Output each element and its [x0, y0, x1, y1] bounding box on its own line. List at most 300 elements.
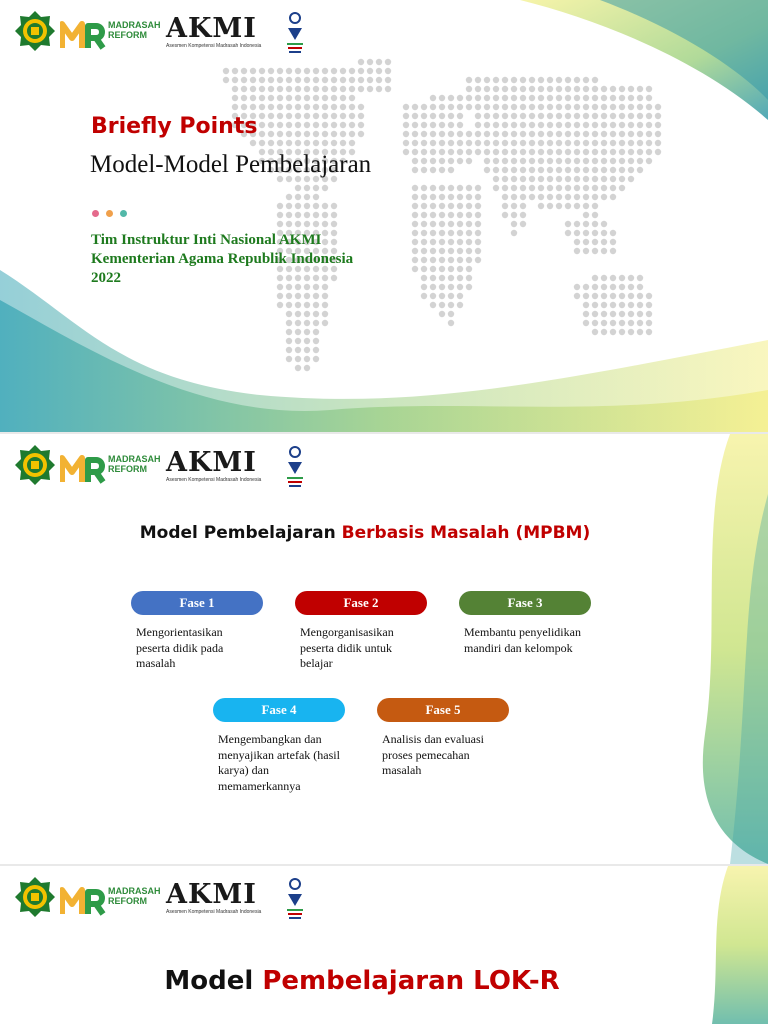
map-dot: [592, 302, 598, 308]
map-dot: [583, 230, 589, 236]
map-dot: [457, 248, 463, 254]
map-dot: [565, 167, 571, 173]
akmi-logo: [166, 448, 274, 488]
map-dot: [304, 356, 310, 362]
map-dot: [547, 149, 553, 155]
world-map-dots: [195, 58, 675, 378]
map-dot: [268, 68, 274, 74]
map-dot: [574, 104, 580, 110]
map-dot: [358, 68, 364, 74]
map-dot: [457, 104, 463, 110]
map-dot: [322, 302, 328, 308]
map-dot: [538, 86, 544, 92]
map-dot: [448, 149, 454, 155]
map-dot: [565, 230, 571, 236]
map-dot: [484, 95, 490, 101]
map-dot: [583, 203, 589, 209]
map-dot: [439, 185, 445, 191]
map-dot: [601, 239, 607, 245]
map-dot: [601, 86, 607, 92]
map-dot: [439, 131, 445, 137]
map-dot: [538, 167, 544, 173]
map-dot: [412, 248, 418, 254]
map-dot: [403, 122, 409, 128]
map-dot: [439, 113, 445, 119]
map-dot: [259, 95, 265, 101]
map-dot: [646, 95, 652, 101]
map-dot: [304, 77, 310, 83]
map-dot: [574, 77, 580, 83]
map-dot: [259, 113, 265, 119]
map-dot: [628, 140, 634, 146]
mpbm-heading: [0, 523, 730, 543]
map-dot: [286, 338, 292, 344]
map-dot: [304, 293, 310, 299]
map-dot: [628, 176, 634, 182]
map-dot: [466, 131, 472, 137]
map-dot: [556, 122, 562, 128]
map-dot: [592, 284, 598, 290]
map-dot: [583, 149, 589, 155]
map-dot: [538, 158, 544, 164]
map-dot: [475, 230, 481, 236]
map-dot: [232, 86, 238, 92]
map-dot: [655, 131, 661, 137]
map-dot: [601, 185, 607, 191]
map-dot: [277, 203, 283, 209]
mr-mark-icon: [60, 18, 106, 52]
map-dot: [502, 158, 508, 164]
map-dot: [448, 311, 454, 317]
map-dot: [529, 122, 535, 128]
map-dot: [331, 68, 337, 74]
map-dot: [349, 68, 355, 74]
map-dot: [547, 95, 553, 101]
map-dot: [583, 86, 589, 92]
map-dot: [358, 86, 364, 92]
map-dot: [484, 149, 490, 155]
map-dot: [646, 86, 652, 92]
map-dot: [331, 140, 337, 146]
map-dot: [592, 77, 598, 83]
map-dot: [475, 248, 481, 254]
map-dot: [403, 140, 409, 146]
map-dot: [430, 257, 436, 263]
map-dot: [511, 158, 517, 164]
map-dot: [430, 266, 436, 272]
map-dot: [421, 257, 427, 263]
map-dot: [565, 140, 571, 146]
map-dot: [520, 95, 526, 101]
map-dot: [502, 194, 508, 200]
map-dot: [520, 131, 526, 137]
map-dot: [448, 158, 454, 164]
mr-line2: REFORM: [108, 464, 147, 474]
map-dot: [313, 104, 319, 110]
map-dot: [583, 77, 589, 83]
map-dot: [547, 203, 553, 209]
map-dot: [412, 122, 418, 128]
map-dot: [304, 221, 310, 227]
map-dot: [322, 320, 328, 326]
map-dot: [430, 239, 436, 245]
map-dot: [610, 302, 616, 308]
map-dot: [466, 266, 472, 272]
slide-title: [0, 0, 768, 432]
map-dot: [412, 167, 418, 173]
map-dot: [421, 122, 427, 128]
team-line-1: Tim Instruktur Inti Nasional AKMI: [91, 232, 322, 248]
map-dot: [241, 104, 247, 110]
map-dot: [637, 293, 643, 299]
map-dot: [313, 131, 319, 137]
map-dot: [223, 68, 229, 74]
map-dot: [529, 86, 535, 92]
map-dot: [547, 194, 553, 200]
map-dot: [313, 113, 319, 119]
map-dot: [448, 293, 454, 299]
map-dot: [331, 212, 337, 218]
map-dot: [592, 230, 598, 236]
map-dot: [286, 122, 292, 128]
map-dot: [448, 230, 454, 236]
map-dot: [583, 212, 589, 218]
map-dot: [574, 140, 580, 146]
map-dot: [421, 140, 427, 146]
map-dot: [250, 140, 256, 146]
map-dot: [268, 86, 274, 92]
map-dot: [475, 140, 481, 146]
map-dot: [547, 104, 553, 110]
phase-5-description: Analisis dan evaluasi proses pemecahan masalah: [382, 732, 484, 777]
map-dot: [565, 185, 571, 191]
map-dot: [295, 194, 301, 200]
map-dot: [313, 194, 319, 200]
map-dot: [628, 167, 634, 173]
map-dot: [565, 122, 571, 128]
map-dot: [448, 122, 454, 128]
map-dot: [601, 248, 607, 254]
map-dot: [448, 275, 454, 281]
map-dot: [646, 113, 652, 119]
map-dot: [403, 113, 409, 119]
dot-orange: [106, 210, 113, 217]
map-dot: [637, 122, 643, 128]
map-dot: [439, 257, 445, 263]
map-dot: [358, 131, 364, 137]
map-dot: [448, 140, 454, 146]
map-dot: [448, 248, 454, 254]
map-dot: [574, 284, 580, 290]
map-dot: [313, 140, 319, 146]
map-dot: [349, 77, 355, 83]
map-dot: [286, 302, 292, 308]
map-dot: [457, 158, 463, 164]
map-dot: [574, 149, 580, 155]
map-dot: [520, 185, 526, 191]
map-dot: [484, 113, 490, 119]
map-dot: [601, 320, 607, 326]
map-dot: [574, 248, 580, 254]
map-dot: [457, 185, 463, 191]
map-dot: [610, 149, 616, 155]
map-dot: [448, 221, 454, 227]
map-dot: [412, 239, 418, 245]
map-dot: [313, 95, 319, 101]
map-dot: [277, 221, 283, 227]
map-dot: [259, 68, 265, 74]
map-dot: [484, 77, 490, 83]
map-dot: [412, 203, 418, 209]
map-dot: [655, 140, 661, 146]
kemenag-logo-icon: [14, 10, 56, 52]
map-dot: [376, 59, 382, 65]
map-dot: [250, 95, 256, 101]
map-dot: [574, 167, 580, 173]
map-dot: [619, 149, 625, 155]
map-dot: [646, 158, 652, 164]
map-dot: [331, 95, 337, 101]
map-dot: [610, 113, 616, 119]
akmi-subtitle: Asesmen Kompetensi Madrasah Indonesia: [166, 477, 262, 483]
map-dot: [610, 311, 616, 317]
map-dot: [421, 203, 427, 209]
map-dot: [412, 185, 418, 191]
map-dot: [601, 302, 607, 308]
map-dot: [484, 122, 490, 128]
map-dot: [412, 257, 418, 263]
map-dot: [619, 275, 625, 281]
mpbm-heading-prefix: Model Pembelajaran: [139, 523, 342, 543]
map-dot: [259, 86, 265, 92]
map-dot: [565, 104, 571, 110]
map-dot: [439, 239, 445, 245]
map-dot: [610, 194, 616, 200]
map-dot: [556, 185, 562, 191]
map-dot: [430, 122, 436, 128]
map-dot: [637, 320, 643, 326]
map-dot: [475, 239, 481, 245]
map-dot: [493, 77, 499, 83]
map-dot: [295, 338, 301, 344]
map-dot: [628, 86, 634, 92]
map-dot: [448, 185, 454, 191]
map-dot: [277, 104, 283, 110]
map-dot: [556, 140, 562, 146]
map-dot: [592, 113, 598, 119]
map-dot: [385, 86, 391, 92]
map-dot: [349, 104, 355, 110]
map-dot: [574, 131, 580, 137]
phase-2-description: Mengorganisasikan peserta didik untuk belajar: [300, 625, 394, 670]
map-dot: [439, 149, 445, 155]
map-dot: [529, 176, 535, 182]
map-dot: [538, 176, 544, 182]
map-dot: [322, 212, 328, 218]
map-dot: [412, 158, 418, 164]
map-dot: [475, 212, 481, 218]
map-dot: [511, 185, 517, 191]
map-dot: [475, 221, 481, 227]
map-dot: [574, 293, 580, 299]
map-dot: [295, 347, 301, 353]
map-dot: [475, 185, 481, 191]
map-dot: [376, 86, 382, 92]
map-dot: [601, 311, 607, 317]
map-dot: [655, 122, 661, 128]
map-dot: [520, 149, 526, 155]
map-dot: [592, 320, 598, 326]
map-dot: [259, 140, 265, 146]
team-line-2: Kementerian Agama Republik Indonesia: [91, 251, 354, 267]
map-dot: [430, 284, 436, 290]
map-dot: [610, 248, 616, 254]
map-dot: [313, 212, 319, 218]
map-dot: [430, 185, 436, 191]
map-dot: [601, 122, 607, 128]
map-dot: [637, 284, 643, 290]
map-dot: [430, 95, 436, 101]
map-dot: [430, 248, 436, 254]
map-dot: [457, 131, 463, 137]
map-dot: [430, 158, 436, 164]
map-dot: [259, 104, 265, 110]
map-dot: [367, 77, 373, 83]
map-dot: [592, 275, 598, 281]
map-dot: [475, 77, 481, 83]
map-dot: [655, 149, 661, 155]
map-dot: [313, 86, 319, 92]
map-dot: [511, 230, 517, 236]
map-dot: [331, 131, 337, 137]
map-dot: [601, 230, 607, 236]
map-dot: [313, 347, 319, 353]
map-dot: [448, 212, 454, 218]
map-dot: [484, 167, 490, 173]
akmi-subtitle: Asesmen Kompetensi Madrasah Indonesia: [166, 43, 262, 49]
map-dot: [583, 140, 589, 146]
map-dot: [268, 122, 274, 128]
map-dot: [304, 338, 310, 344]
map-dot: [592, 140, 598, 146]
map-dot: [466, 248, 472, 254]
map-dot: [538, 140, 544, 146]
map-dot: [313, 329, 319, 335]
map-dot: [448, 284, 454, 290]
map-dot: [466, 158, 472, 164]
map-dot: [466, 194, 472, 200]
map-dot: [439, 275, 445, 281]
map-dot: [574, 221, 580, 227]
map-dot: [430, 302, 436, 308]
map-dot: [430, 131, 436, 137]
map-dot: [439, 122, 445, 128]
map-dot: [547, 86, 553, 92]
map-dot: [511, 140, 517, 146]
map-dot: [295, 113, 301, 119]
dot-teal: [120, 210, 127, 217]
map-dot: [358, 59, 364, 65]
map-dot: [430, 293, 436, 299]
map-dot: [430, 230, 436, 236]
map-dot: [628, 302, 634, 308]
map-dot: [259, 77, 265, 83]
map-dot: [619, 122, 625, 128]
map-dot: [457, 230, 463, 236]
map-dot: [475, 194, 481, 200]
map-dot: [610, 86, 616, 92]
map-dot: [592, 131, 598, 137]
map-dot: [268, 77, 274, 83]
map-dot: [430, 203, 436, 209]
map-dot: [421, 239, 427, 245]
map-dot: [574, 203, 580, 209]
map-dot: [421, 113, 427, 119]
map-dot: [295, 311, 301, 317]
map-dot: [610, 158, 616, 164]
map-dot: [646, 149, 652, 155]
map-dot: [565, 194, 571, 200]
map-dot: [304, 95, 310, 101]
map-dot: [628, 284, 634, 290]
map-dot: [592, 158, 598, 164]
map-dot: [601, 284, 607, 290]
map-dot: [646, 311, 652, 317]
map-dot: [610, 275, 616, 281]
map-dot: [529, 131, 535, 137]
map-dot: [304, 122, 310, 128]
map-dot: [457, 194, 463, 200]
map-dot: [610, 293, 616, 299]
map-dot: [583, 302, 589, 308]
map-dot: [466, 212, 472, 218]
map-dot: [466, 86, 472, 92]
map-dot: [601, 329, 607, 335]
map-dot: [565, 176, 571, 182]
akmi-wordmark: AKMI: [166, 879, 257, 910]
map-dot: [520, 212, 526, 218]
map-dot: [592, 248, 598, 254]
map-dot: [340, 68, 346, 74]
map-dot: [421, 158, 427, 164]
map-dot: [421, 266, 427, 272]
map-dot: [439, 104, 445, 110]
map-dot: [556, 86, 562, 92]
map-dot: [511, 77, 517, 83]
map-dot: [583, 176, 589, 182]
map-dot: [349, 140, 355, 146]
map-dot: [376, 68, 382, 74]
map-dot: [466, 257, 472, 263]
map-dot: [286, 320, 292, 326]
kemenag-logo-icon: [14, 876, 56, 918]
map-dot: [574, 185, 580, 191]
map-dot: [367, 68, 373, 74]
map-dot: [583, 239, 589, 245]
map-dot: [484, 158, 490, 164]
map-dot: [529, 113, 535, 119]
map-dot: [619, 185, 625, 191]
map-dot: [619, 320, 625, 326]
map-dot: [583, 113, 589, 119]
map-dot: [583, 221, 589, 227]
map-dot: [295, 365, 301, 371]
map-dot: [637, 149, 643, 155]
map-dot: [385, 77, 391, 83]
map-dot: [475, 122, 481, 128]
phase-5-pill: Fase 5: [377, 698, 509, 722]
map-dot: [286, 329, 292, 335]
